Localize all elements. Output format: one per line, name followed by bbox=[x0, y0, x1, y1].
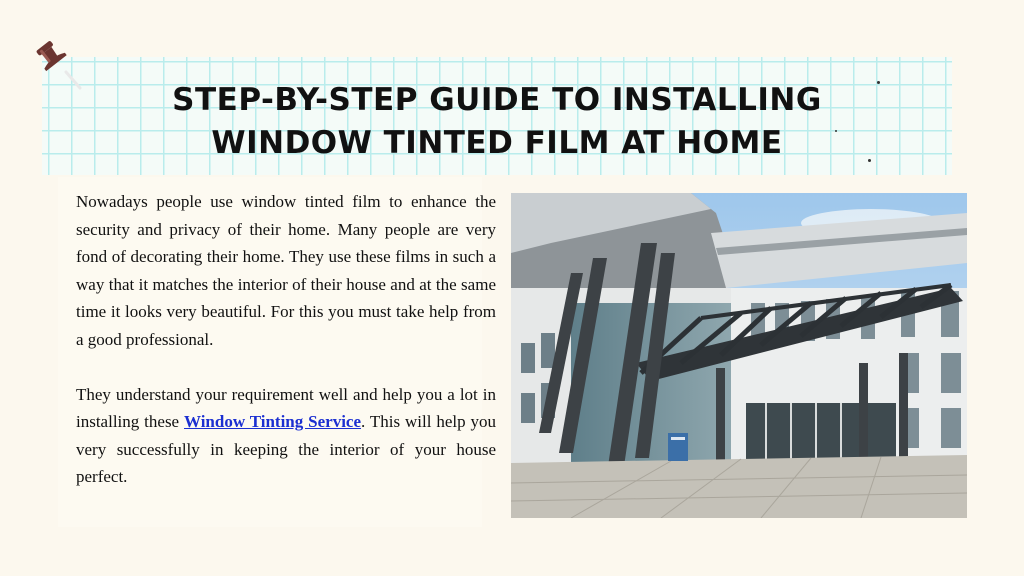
title-banner bbox=[42, 57, 952, 175]
decor-dot bbox=[877, 81, 880, 84]
decor-dot bbox=[835, 130, 837, 132]
paragraph-2 bbox=[76, 381, 496, 491]
paragraph-2-intro: They understand your requirement well and help you a lot in installing these bbox=[76, 384, 496, 431]
title-line-2: WINDOW TINTED FILM AT HOME bbox=[211, 125, 783, 161]
decor-dot bbox=[868, 159, 871, 162]
paragraph-2-outro: . This will help you very successfully in keeping the interior of your house perfect. bbox=[76, 412, 496, 486]
page-title bbox=[42, 79, 952, 165]
building-photo bbox=[511, 193, 967, 518]
pushpin-icon bbox=[32, 36, 92, 96]
window-tinting-service-link[interactable]: Window Tinting Service bbox=[184, 412, 362, 431]
paragraph-1: Nowadays people use window tinted film to enhance the security and privacy of their home. Many people are very fond of decorating their home. They use these films in such a way that it matches the interior of their house and at the same time it looks very beautiful. For this you must take help from a good professional. bbox=[76, 192, 496, 349]
article-body bbox=[76, 188, 496, 491]
title-line-1: STEP-BY-STEP GUIDE TO INSTALLING bbox=[172, 82, 822, 118]
